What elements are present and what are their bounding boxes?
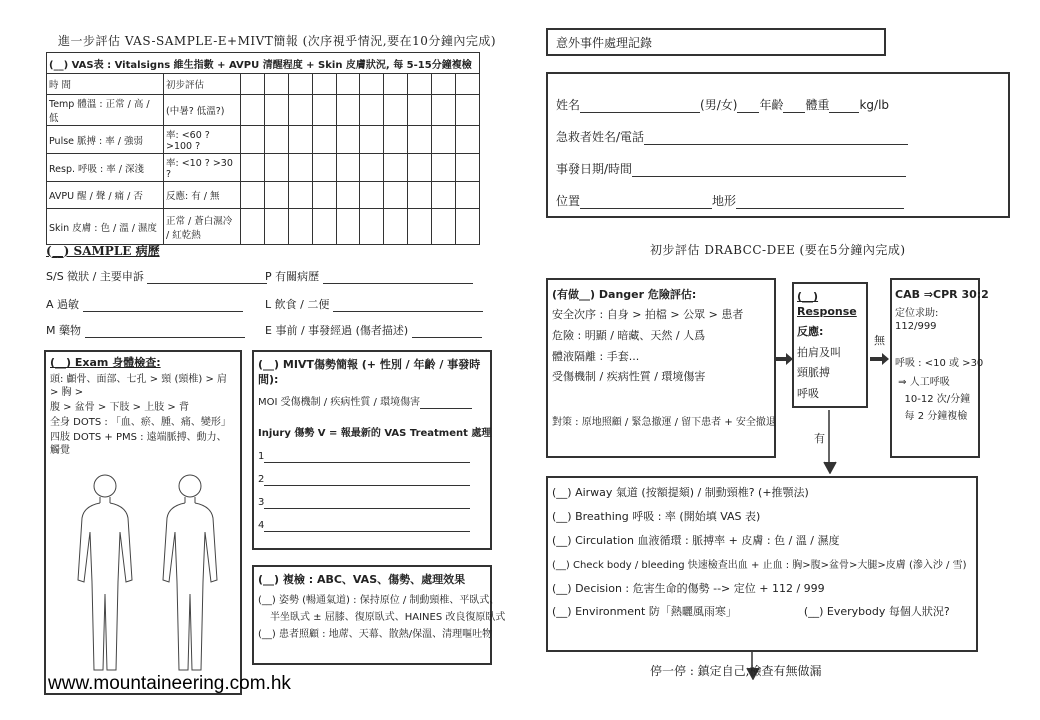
sample-e: E 事前 / 事發經過 (傷者描述) xyxy=(265,324,409,337)
danger-line: 體液隔離 : 手套... xyxy=(552,349,640,363)
exam-line: 四肢 DOTS + PMS : 遠端脈搏、動力、觸覺 xyxy=(50,431,227,456)
vas-header: (__) VAS表 : Vitalsigns 維生指數 + AVPU 清醒程度 + Skin 皮膚狀況, 每 5-15分鐘複檢 xyxy=(47,53,480,74)
cab-line: 每 2 分鐘複檢 xyxy=(895,410,968,422)
arrow-right-icon xyxy=(870,352,890,366)
cab-line: 定位求助: 112/999 xyxy=(895,307,939,332)
vas-row-initial: 反應: 有 / 無 xyxy=(164,182,241,209)
cab-line xyxy=(892,335,978,353)
vas-row-initial: 正常 / 蒼白濕冷 / 紅乾熱 xyxy=(164,209,241,245)
cab-line: 10-12 次/分鐘 xyxy=(895,393,971,405)
sample-l: L 飲食 / 二便 xyxy=(265,298,330,311)
vas-row-label: Temp 體溫 : 正常 / 高 / 低 xyxy=(47,95,164,126)
record-terrain: 地形 xyxy=(712,194,737,208)
cab-title: CAB ⇒CPR 30:2 xyxy=(895,288,989,301)
danger-box xyxy=(546,278,776,458)
vas-row-label: Resp. 呼吸 : 率 / 深淺 xyxy=(47,154,164,182)
mivt-num: 2 xyxy=(258,473,265,485)
mivt-moi: MOI 受傷機制 / 疾病性質 / 環境傷害 xyxy=(258,396,421,408)
mivt-title: (__) MIVT傷勢簡報 (+ 性別 / 年齡 / 事發時間): xyxy=(258,358,481,386)
record-title: 意外事件處理記錄 xyxy=(556,36,653,50)
danger-title: (有做__) Danger 危險評估: xyxy=(552,288,697,301)
abc-everybody: (__) Everybody 每個人狀況? xyxy=(803,605,950,619)
arrow-down-icon xyxy=(823,410,837,474)
vas-row-label: Skin 皮膚 : 色 / 溫 / 濕度 xyxy=(47,209,164,245)
sample-p: P 有關病歷 xyxy=(265,270,320,283)
sample-m: M 藥物 xyxy=(46,324,81,337)
sample-s: S/S 徵狀 / 主要申訴 xyxy=(46,270,144,283)
drabcc-title: 初步評估 DRABCC-DEE (要在5分鐘內完成) xyxy=(650,243,906,257)
response-line: 頸脈搏 xyxy=(797,366,830,380)
record-weight: 體重 xyxy=(805,98,830,112)
mivt-num: 3 xyxy=(258,496,265,508)
abc-bleeding: (__) Check body / bleeding 快速檢查出血 + 止血 : 胸>腹>盆骨>大腿>皮膚 (滲入沙 / 雪) xyxy=(552,559,967,571)
record-name: 姓名 xyxy=(556,98,581,112)
review-posture2: 半坐臥式 ± 屈膝、復原臥式、HAINES 改良復原臥式 xyxy=(270,611,506,623)
record-unit: kg/lb xyxy=(859,98,890,112)
mivt-num: 4 xyxy=(258,519,265,531)
abc-airway: (__) Airway 氣道 (按額提頦) / 制動頸椎? (+推顎法) xyxy=(552,486,809,499)
response-line: 拍肩及叫 xyxy=(797,345,841,359)
vas-row-initial: 率: <10 ? >30 ? xyxy=(164,154,241,182)
vas-row-initial: 率: <60 ? >100 ? xyxy=(164,126,241,154)
cab-line: 呼吸 : <10 或 >30 xyxy=(895,357,984,369)
abc-box xyxy=(546,476,978,652)
danger-line: 受傷機制 / 疾病性質 / 環境傷害 xyxy=(552,370,706,384)
abc-decision: (__) Decision : 危害生命的傷勢 --> 定位 + 112 / 999 xyxy=(552,581,825,595)
mivt-box xyxy=(252,350,492,550)
vas-row-label: Pulse 脈搏 : 率 / 強弱 xyxy=(47,126,164,154)
footer-note: 停一停 : 鎮定自己,檢查有無做漏 xyxy=(650,664,822,678)
vas-col-time: 時 間 xyxy=(47,74,164,95)
review-box xyxy=(252,565,506,665)
record-rescuer: 急救者姓名/電話 xyxy=(556,130,645,144)
response-line: 呼吸 xyxy=(797,387,819,401)
vas-col-initial: 初步評估 xyxy=(164,74,241,95)
no-label: 無 xyxy=(874,334,885,347)
review-posture: (__) 姿勢 (暢通氣道) : 保持原位 / 制動頸椎、平臥式、 xyxy=(258,594,500,606)
sample-title: (__) SAMPLE 病歷 xyxy=(46,244,160,258)
record-sex: (男/女) xyxy=(700,98,738,112)
review-title: (__) 複檢 : ABC、VAS、傷勢、處理效果 xyxy=(258,573,466,586)
danger-line: 危險 : 明顯 / 暗藏、天然 / 人爲 xyxy=(552,328,706,342)
vas-table xyxy=(46,52,480,245)
vas-sample-title: 進一步評估 VAS-SAMPLE-E+MIVT簡報 (次序視乎情況,要在10分鐘內完成) xyxy=(58,34,497,48)
vas-row-label: AVPU 醒 / 聲 / 痛 / 否 xyxy=(47,182,164,209)
danger-line: 安全次序 : 自身 > 拍檔 > 公眾 > 患者 xyxy=(552,307,744,321)
abc-circulation: (__) Circulation 血液循環 : 脈搏率 + 皮膚 : 色 / 溫 / 濕度 xyxy=(552,533,840,547)
record-box xyxy=(546,72,1010,218)
sample-a: A 過敏 xyxy=(46,298,80,311)
record-location: 位置 xyxy=(556,194,581,208)
record-age: 年齡 xyxy=(759,98,784,112)
abc-environment: (__) Environment 防「熱曬風雨寒」 xyxy=(552,605,737,619)
exam-line: 頭: 顱骨、面部、七孔 > 頸 (頸椎) > 肩 > 胸 > xyxy=(50,373,228,398)
mivt-injury: Injury 傷勢 V = 報最新的 VAS Treatment 處理 xyxy=(258,427,492,439)
response-title: (__) Response xyxy=(797,290,857,318)
record-datetime: 事發日期/時間 xyxy=(556,162,633,176)
exam-box xyxy=(44,350,242,695)
mivt-num: 1 xyxy=(258,450,265,462)
website-link[interactable]: www.mountaineering.com.hk xyxy=(48,673,291,694)
cab-line: ⇒ 人工呼吸 xyxy=(895,376,950,388)
vas-row-initial: (中暑? 低溫?) xyxy=(164,95,241,126)
yes-label: 有 xyxy=(814,432,825,445)
review-care: (__) 患者照顧 : 地蓆、天幕、散熱/保溫、清理嘔吐物 xyxy=(258,628,493,640)
cab-box xyxy=(890,278,989,458)
exam-title: (__) Exam 身體檢查: xyxy=(50,356,161,369)
response-box xyxy=(792,282,868,408)
danger-response: 對策 : 原地照顧 / 緊急撤運 / 留下患者 + 安全撤退 xyxy=(552,417,776,429)
exam-line: 腹 > 盆骨 > 下肢 > 上肢 > 背 xyxy=(50,401,189,413)
response-line: 反應: xyxy=(797,324,824,338)
exam-line: 全身 DOTS : 「血、瘀、腫、痛、變形」 xyxy=(50,416,231,428)
abc-breathing: (__) Breathing 呼吸 : 率 (開始填 VAS 表) xyxy=(552,509,761,523)
body-diagram-icon xyxy=(50,470,240,680)
record-title-box xyxy=(546,28,886,56)
